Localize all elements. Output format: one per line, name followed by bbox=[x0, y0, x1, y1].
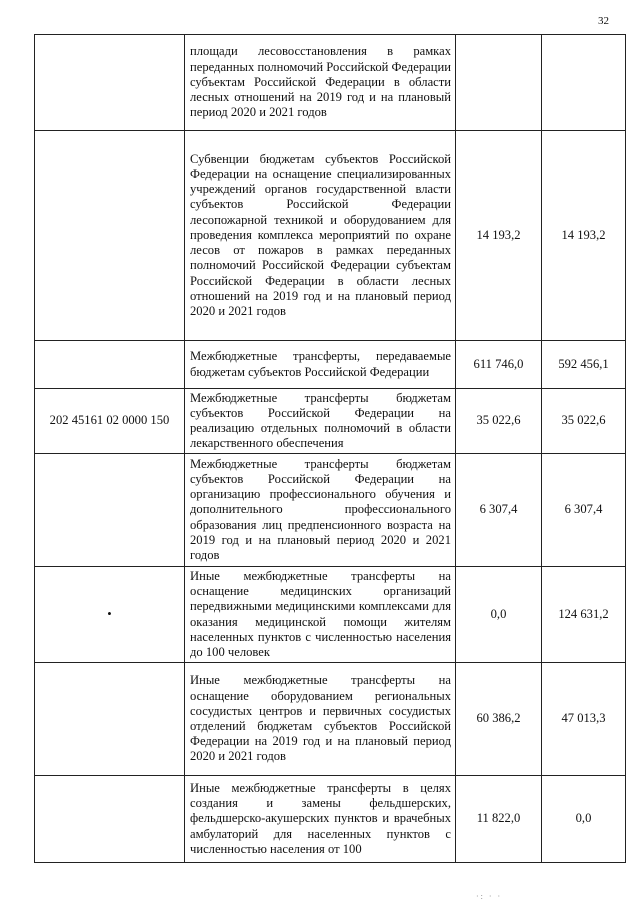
row-value-2020-cell: 14 193,2 bbox=[542, 131, 626, 341]
row-code-cell bbox=[35, 454, 185, 567]
row-description-cell: Иные межбюджетные трансферты на оснащение медицинских организаций передвижными медицинскими комплексами для оказания медицинской помощи жителям населенных пунктов с численностью населения до 100 человек bbox=[185, 567, 456, 663]
budget-table bbox=[34, 34, 626, 863]
row-description-cell: Иные межбюджетные трансферты в целях создания и замены фельдшерских, фельдшерско-акушерских пунктов и врачебных амбулаторий для населенных пунктов с численностью населения от 100 bbox=[185, 776, 456, 863]
row-value-2019-cell: 11 822,0 bbox=[456, 776, 542, 863]
row-value-2020-cell: 124 631,2 bbox=[542, 567, 626, 663]
row-code-cell bbox=[35, 131, 185, 341]
table-row bbox=[35, 663, 626, 776]
row-description-cell: площади лесовосстановления в рамках переданных полномочий Российской Федерации субъектам Российской Федерации в области лесных отношений на 2019 год и на плановый период 2020 и 2021 годов bbox=[185, 35, 456, 131]
row-value-2020-cell: 592 456,1 bbox=[542, 341, 626, 389]
row-description-cell: Межбюджетные трансферты, передаваемые бюджетам субъектов Российской Федерации bbox=[185, 341, 456, 389]
row-value-2020-cell: 47 013,3 bbox=[542, 663, 626, 776]
row-value-2020-cell bbox=[542, 35, 626, 131]
row-code-cell: • bbox=[35, 567, 185, 663]
row-value-2019-cell: 14 193,2 bbox=[456, 131, 542, 341]
table-row bbox=[35, 131, 626, 341]
table-row bbox=[35, 341, 626, 389]
row-value-2019-cell: 0,0 bbox=[456, 567, 542, 663]
row-value-2019-cell: 6 307,4 bbox=[456, 454, 542, 567]
row-value-2019-cell bbox=[456, 35, 542, 131]
row-description-cell: Иные межбюджетные трансферты на оснащение оборудованием региональных сосудистых центров и первичных сосудистых отделений бюджетам субъектов Российской Федерации на 2019 год и на плановый период 2020 и 2021 годов bbox=[185, 663, 456, 776]
row-code-cell: 202 45161 02 0000 150 bbox=[35, 389, 185, 454]
table-row bbox=[35, 776, 626, 863]
row-code-cell bbox=[35, 663, 185, 776]
row-value-2019-cell: 611 746,0 bbox=[456, 341, 542, 389]
table-row bbox=[35, 389, 626, 454]
row-value-2020-cell: 0,0 bbox=[542, 776, 626, 863]
table-row bbox=[35, 454, 626, 567]
page-number: 32 bbox=[598, 15, 609, 27]
row-code-cell bbox=[35, 776, 185, 863]
scan-artifact: ·: · · bbox=[476, 892, 503, 901]
row-value-2019-cell: 60 386,2 bbox=[456, 663, 542, 776]
budget-table-body bbox=[35, 35, 626, 863]
row-description-cell: Субвенции бюджетам субъектов Российской Федерации на оснащение специализированных учреждений органов государственной власти субъектов Российской Федерации лесопожарной техникой и оборудованием для проведения комплекса мероприятий по охране лесов от пожаров в рамках переданных полномочий Российской Федерации субъектам Российской Федерации в области лесных отношений на 2019 год и на плановый период 2020 и 2021 годов bbox=[185, 131, 456, 341]
row-description-cell: Межбюджетные трансферты бюджетам субъектов Российской Федерации на реализацию отдельных полномочий в области лекарственного обеспечения bbox=[185, 389, 456, 454]
row-value-2020-cell: 6 307,4 bbox=[542, 454, 626, 567]
table-row bbox=[35, 35, 626, 131]
row-value-2020-cell: 35 022,6 bbox=[542, 389, 626, 454]
row-code-cell bbox=[35, 341, 185, 389]
row-value-2019-cell: 35 022,6 bbox=[456, 389, 542, 454]
table-row bbox=[35, 567, 626, 663]
row-description-cell: Межбюджетные трансферты бюджетам субъектов Российской Федерации на организацию профессионального обучения и дополнительного профессионального образования лиц предпенсионного возраста на 2019 год и на плановый период 2020 и 2021 годов bbox=[185, 454, 456, 567]
row-code-cell bbox=[35, 35, 185, 131]
